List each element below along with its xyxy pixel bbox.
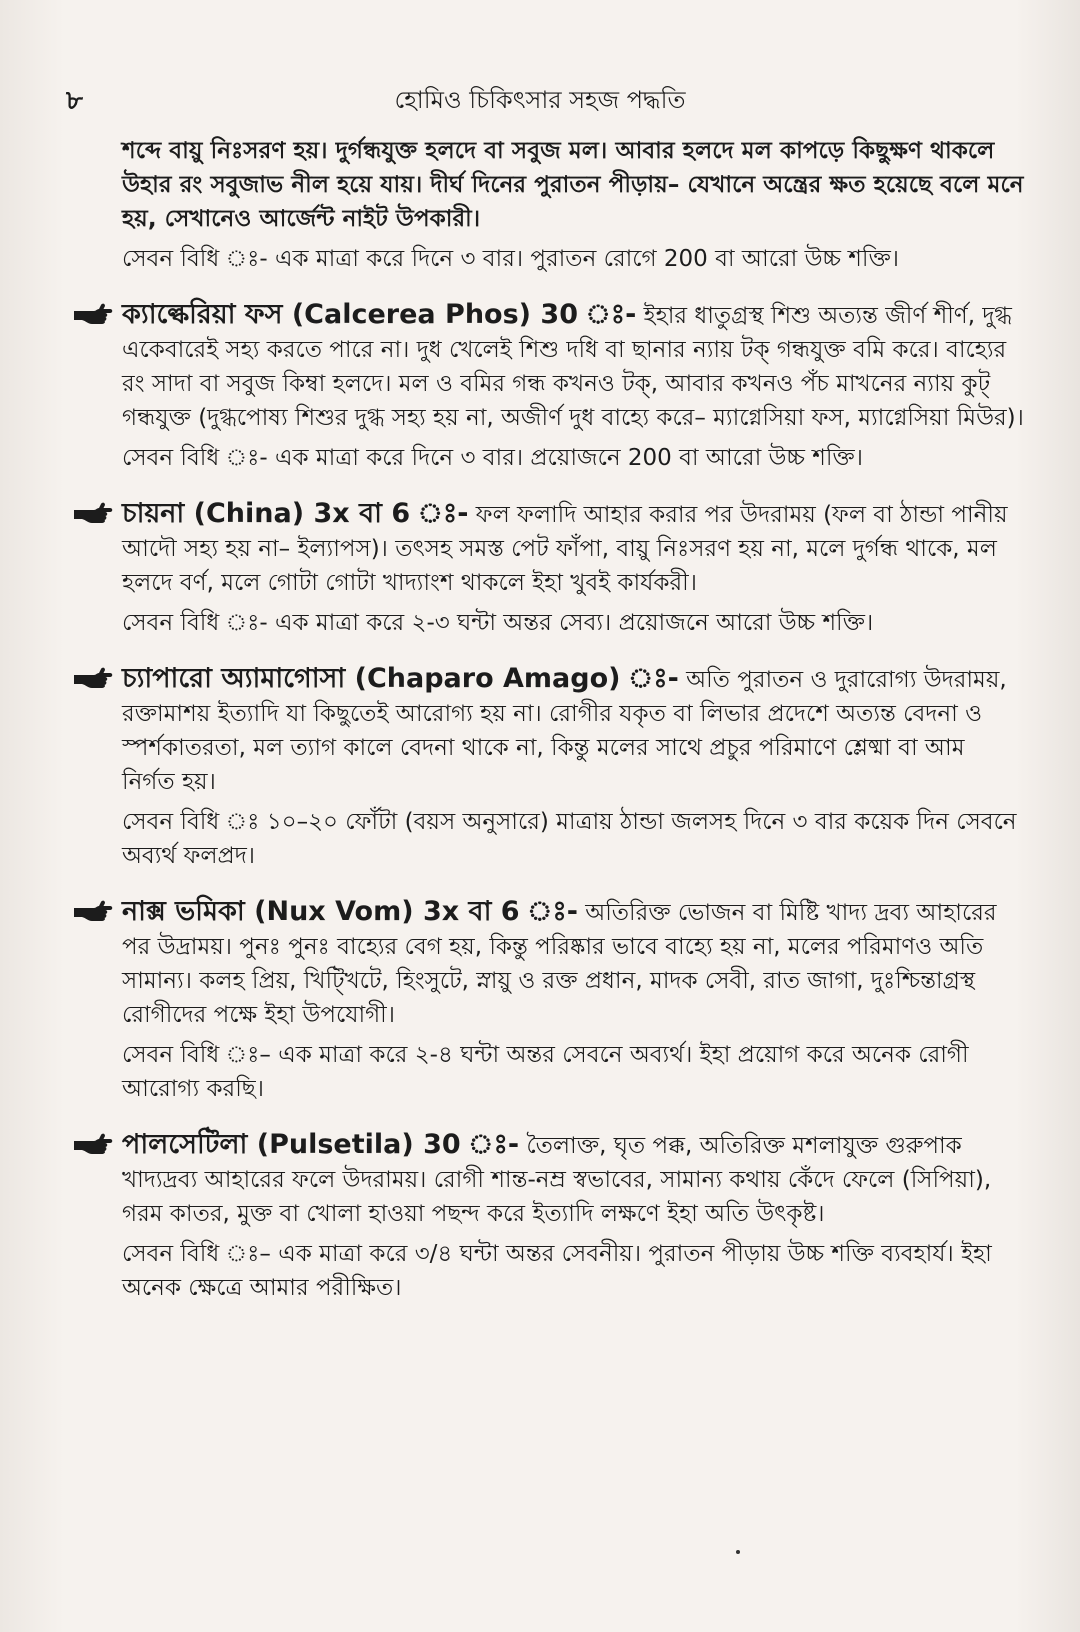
remedy-heading	[72, 1128, 1024, 1231]
remedy-heading	[72, 895, 1024, 1032]
remedy-name: নাক্স ভমিকা (Nux Vom) 3x বা 6 ঃ-	[122, 896, 578, 927]
remedy-name: ক্যাল্কেরিয়া ফস (Calcerea Phos) 30 ঃ-	[122, 299, 637, 330]
pointing-hand-icon	[72, 302, 116, 326]
remedy-name: চায়না (China) 3x বা 6 ঃ-	[122, 498, 469, 529]
remedy-entry	[72, 298, 1024, 475]
remedy-description: ইহার ধাতুগ্রস্থ শিশু অত্যন্ত জীর্ণ শীর্ণ, দুগ্ধ একেবারেই সহ্য করতে পারে না। দুধ খেলেই শিশু দধি বা ছানার ন্যায় টক্ গন্ধযুক্ত বমি করে। বাহ্যের রং সাদা বা সবুজ কিম্বা হলদে। মল ও বমির গন্ধ কখনও টক্, আবার কখনও পঁচ মাখনের ন্যায় কুট্ গন্ধযুক্ত (দুগ্ধপোষ্য শিশুর দুগ্ধ সহ্য হয় না, অজীর্ণ দুধ বাহ্যে করে– ম্যাগ্নেসিয়া ফস, ম্যাগ্নেসিয়া মিউর)।	[122, 303, 1024, 431]
remedy-dose: সেবন বিধি ঃ– এক মাত্রা করে ২-৪ ঘন্টা অন্তর সেবনে অব্যর্থ। ইহা প্রয়োগ করে অনেক রোগী আরোগ্য করছি।	[122, 1042, 969, 1102]
intro-section	[72, 134, 1024, 276]
remedy-list	[72, 298, 1024, 1305]
pointing-hand-icon	[72, 899, 116, 923]
remedy-heading	[72, 497, 1024, 600]
page-number: ৮	[66, 86, 83, 116]
remedy-dose: সেবন বিধি ঃ– এক মাত্রা করে ৩/৪ ঘন্টা অন্তর সেবনীয়। পুরাতন পীড়ায় উচ্চ শক্তি ব্যবহার্য। ইহা অনেক ক্ষেত্রে আমার পরীক্ষিত।	[122, 1241, 992, 1301]
page-header	[60, 80, 1020, 120]
remedy-heading	[72, 298, 1024, 435]
remedy-entry	[72, 497, 1024, 640]
intro-body: শব্দে বায়ু নিঃসরণ হয়। দুর্গন্ধযুক্ত হলদে বা সবুজ মল। আবার হলদে মল কাপড়ে কিছুক্ষণ থাকলে উহার রং সবুজাভ নীল হয়ে যায়। দীর্ঘ দিনের পুরাতন পীড়ায়– যেখানে অন্ত্রের ক্ষত হয়েছে বলে মনে হয়, সেখানেও আর্জেন্ট নাইট উপকারী।	[122, 138, 1024, 232]
remedy-name: পালসেটিলা (Pulsetila) 30 ঃ-	[122, 1129, 520, 1160]
pointing-hand-icon	[72, 666, 116, 690]
remedy-description: অতি পুরাতন ও দুরারোগ্য উদরাময়, রক্তামাশয় ইত্যাদি যা কিছুতেই আরোগ্য হয় না। রোগীর যকৃত বা লিভার প্রদেশে অত্যন্ত বেদনা ও স্পর্শকাতরতা, মল ত্যাগ কালে বেদনা থাকে না, কিন্তু মলের সাথে প্রচুর পরিমাণে শ্লেষ্মা বা আম নির্গত হয়।	[122, 667, 1007, 795]
remedy-dose: সেবন বিধি ঃ- এক মাত্রা করে ২-৩ ঘন্টা অন্তর সেব্য। প্রয়োজনে আরো উচ্চ শক্তি।	[122, 610, 874, 636]
remedy-description: ফল ফলাদি আহার করার পর উদরাময় (ফল বা ঠান্ডা পানীয় আদৌ সহ্য হয় না– ইল্যাপস)। তৎসহ সমস্ত পেট ফাঁপা, বায়ু নিঃসরণ হয় না, মলে দুর্গন্ধ থাকে, মল হলদে বর্ণ, মলে গোটা গোটা খাদ্যাংশ থাকলে ইহা খুবই কার্যকরী।	[122, 502, 1008, 596]
remedy-dose: সেবন বিধি ঃ- এক মাত্রা করে দিনে ৩ বার। প্রয়োজনে 200 বা আরো উচ্চ শক্তি।	[122, 445, 863, 471]
remedy-entry	[72, 1128, 1024, 1305]
remedy-entry	[72, 895, 1024, 1106]
page-content	[72, 134, 1024, 1305]
page-speck	[736, 1550, 740, 1554]
remedy-dose: সেবন বিধি ঃ ১০–২০ ফোঁটা (বয়স অনুসারে) মাত্রায় ঠান্ডা জলসহ দিনে ৩ বার কয়েক দিন সেবনে অব্যর্থ ফলপ্রদ।	[122, 809, 1017, 869]
remedy-entry	[72, 662, 1024, 873]
intro-dose: সেবন বিধি ঃ- এক মাত্রা করে দিনে ৩ বার। পুরাতন রোগে 200 বা আরো উচ্চ শক্তি।	[122, 246, 900, 272]
remedy-heading	[72, 662, 1024, 799]
remedy-name: চ্যাপারো অ্যামাগোসা (Chaparo Amago) ঃ-	[122, 663, 679, 694]
remedy-description: অতিরিক্ত ভোজন বা মিষ্টি খাদ্য দ্রব্য আহারের পর উদ্রাময়। পুনঃ পুনঃ বাহ্যের বেগ হয়, কিন্তু পরিষ্কার ভাবে বাহ্যে হয় না, মলের পরিমাণও অতি সামান্য। কলহ প্রিয়, খিট্খিটে, হিংসুটে, স্নায়ু ও রক্ত প্রধান, মাদক সেবী, রাত জাগা, দুঃশ্চিন্তাগ্রস্থ রোগীদের পক্ষে ইহা উপযোগী।	[122, 900, 997, 1028]
running-title: হোমিও চিকিৎসার সহজ পদ্ধতি	[394, 86, 686, 114]
pointing-hand-icon	[72, 501, 116, 525]
remedy-description: তৈলাক্ত, ঘৃত পক্ক, অতিরিক্ত মশলাযুক্ত গুরুপাক খাদ্যদ্রব্য আহারের ফলে উদরাময়। রোগী শান্ত-নম্র স্বভাবের, সামান্য কথায় কেঁদে ফেলে (সিপিয়া), গরম কাতর, মুক্ত বা খোলা হাওয়া পছন্দ করে ইত্যাদি লক্ষণে ইহা অতি উৎকৃষ্ট।	[122, 1133, 992, 1227]
pointing-hand-icon	[72, 1132, 116, 1156]
